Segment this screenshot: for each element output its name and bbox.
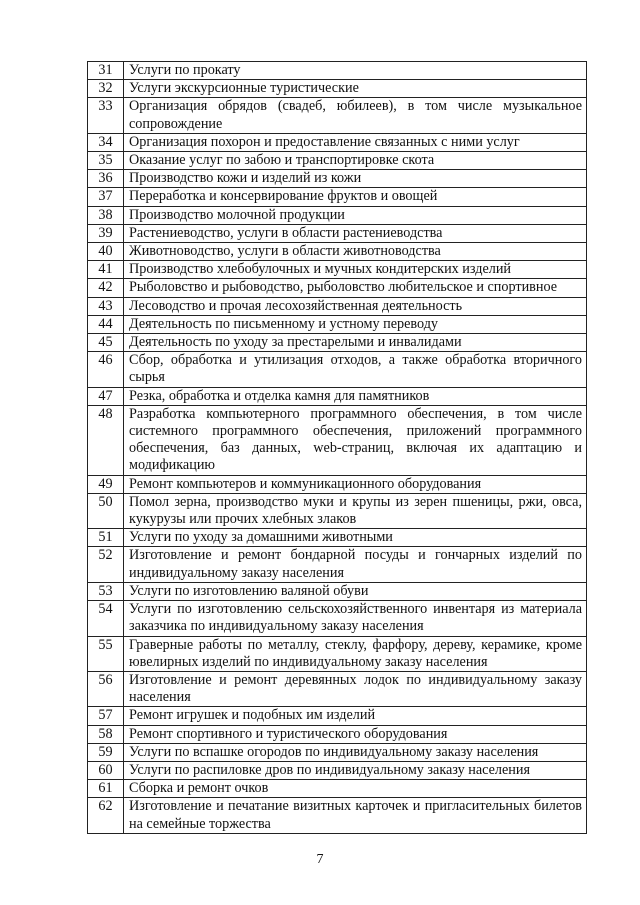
table-row: [88, 170, 587, 188]
table-row: [88, 725, 587, 743]
row-activity-text: Услуги по изготовлению сельскохозяйственного инвентаря из материала заказчика по индивидуальному заказу населения: [124, 601, 587, 636]
row-number: 42: [88, 279, 124, 297]
table-row: [88, 387, 587, 405]
row-activity-text: Ремонт спортивного и туристического оборудования: [124, 725, 587, 743]
row-activity-text: Изготовление и печатание визитных карточек и пригласительных билетов на семейные торжества: [124, 798, 587, 833]
row-number: 62: [88, 798, 124, 833]
row-number: 43: [88, 297, 124, 315]
row-number: 32: [88, 80, 124, 98]
row-activity-text: Деятельность по уходу за престарелыми и инвалидами: [124, 334, 587, 352]
row-number: 61: [88, 780, 124, 798]
row-activity-text: Производство молочной продукции: [124, 206, 587, 224]
table-row: [88, 601, 587, 636]
row-activity-text: Оказание услуг по забою и транспортировке скота: [124, 152, 587, 170]
row-activity-text: Растениеводство, услуги в области растениеводства: [124, 224, 587, 242]
row-number: 52: [88, 547, 124, 582]
row-number: 60: [88, 761, 124, 779]
table-row: [88, 224, 587, 242]
row-activity-text: Организация обрядов (свадеб, юбилеев), в том числе музыкальное сопровождение: [124, 98, 587, 133]
table-row: [88, 133, 587, 151]
row-number: 40: [88, 243, 124, 261]
row-activity-text: Сборка и ремонт очков: [124, 780, 587, 798]
table-row: [88, 279, 587, 297]
table-row: [88, 798, 587, 833]
row-activity-text: Разработка компьютерного программного обеспечения, в том числе системного программного обеспечения, приложений программного обеспечения, баз данных, web-страниц, включая их адаптацию и модификацию: [124, 405, 587, 475]
row-activity-text: Производство хлебобулочных и мучных кондитерских изделий: [124, 261, 587, 279]
row-number: 55: [88, 636, 124, 671]
row-activity-text: Услуги по распиловке дров по индивидуальному заказу населения: [124, 761, 587, 779]
row-activity-text: Услуги по изготовлению валяной обуви: [124, 582, 587, 600]
row-number: 51: [88, 529, 124, 547]
table-row: [88, 243, 587, 261]
table-row: [88, 188, 587, 206]
row-number: 34: [88, 133, 124, 151]
table-row: [88, 80, 587, 98]
table-row: [88, 297, 587, 315]
row-number: 39: [88, 224, 124, 242]
row-number: 41: [88, 261, 124, 279]
table-row: [88, 405, 587, 475]
row-activity-text: Услуги по уходу за домашними животными: [124, 529, 587, 547]
row-activity-text: Лесоводство и прочая лесохозяйственная деятельность: [124, 297, 587, 315]
table-row: [88, 493, 587, 528]
row-activity-text: Ремонт компьютеров и коммуникационного оборудования: [124, 475, 587, 493]
row-activity-text: Услуги по прокату: [124, 62, 587, 80]
row-number: 38: [88, 206, 124, 224]
row-activity-text: Граверные работы по металлу, стеклу, фарфору, дереву, керамике, кроме ювелирных изделий по индивидуальному заказу населения: [124, 636, 587, 671]
table-row: [88, 780, 587, 798]
row-number: 54: [88, 601, 124, 636]
row-activity-text: Услуги по вспашке огородов по индивидуальному заказу населения: [124, 743, 587, 761]
row-activity-text: Помол зерна, производство муки и крупы из зерен пшеницы, ржи, овса, кукурузы или прочих хлебных злаков: [124, 493, 587, 528]
table-row: [88, 707, 587, 725]
row-number: 33: [88, 98, 124, 133]
row-activity-text: Резка, обработка и отделка камня для памятников: [124, 387, 587, 405]
row-number: 46: [88, 352, 124, 387]
table-row: [88, 334, 587, 352]
row-activity-text: Изготовление и ремонт бондарной посуды и гончарных изделий по индивидуальному заказу населения: [124, 547, 587, 582]
row-activity-text: Деятельность по письменному и устному переводу: [124, 315, 587, 333]
row-number: 50: [88, 493, 124, 528]
row-number: 59: [88, 743, 124, 761]
row-number: 56: [88, 671, 124, 706]
table-row: [88, 582, 587, 600]
row-number: 44: [88, 315, 124, 333]
row-activity-text: Сбор, обработка и утилизация отходов, а также обработка вторичного сырья: [124, 352, 587, 387]
row-number: 49: [88, 475, 124, 493]
row-number: 37: [88, 188, 124, 206]
table-row: [88, 475, 587, 493]
activity-table: [87, 61, 587, 834]
table-row: [88, 98, 587, 133]
activity-table-body: [88, 62, 587, 834]
row-number: 31: [88, 62, 124, 80]
row-number: 47: [88, 387, 124, 405]
table-row: [88, 743, 587, 761]
table-row: [88, 547, 587, 582]
page-number: 7: [316, 852, 324, 867]
table-row: [88, 261, 587, 279]
table-row: [88, 315, 587, 333]
table-row: [88, 636, 587, 671]
table-row: [88, 62, 587, 80]
table-row: [88, 152, 587, 170]
row-activity-text: Ремонт игрушек и подобных им изделий: [124, 707, 587, 725]
table-row: [88, 671, 587, 706]
row-activity-text: Переработка и консервирование фруктов и овощей: [124, 188, 587, 206]
row-number: 35: [88, 152, 124, 170]
row-number: 57: [88, 707, 124, 725]
row-activity-text: Рыболовство и рыбоводство, рыболовство любительское и спортивное: [124, 279, 587, 297]
row-activity-text: Изготовление и ремонт деревянных лодок по индивидуальному заказу населения: [124, 671, 587, 706]
row-activity-text: Организация похорон и предоставление связанных с ними услуг: [124, 133, 587, 151]
row-number: 53: [88, 582, 124, 600]
row-number: 48: [88, 405, 124, 475]
row-activity-text: Производство кожи и изделий из кожи: [124, 170, 587, 188]
table-row: [88, 761, 587, 779]
table-row: [88, 529, 587, 547]
row-number: 36: [88, 170, 124, 188]
row-number: 58: [88, 725, 124, 743]
table-row: [88, 352, 587, 387]
row-number: 45: [88, 334, 124, 352]
row-activity-text: Услуги экскурсионные туристические: [124, 80, 587, 98]
table-row: [88, 206, 587, 224]
row-activity-text: Животноводство, услуги в области животноводства: [124, 243, 587, 261]
